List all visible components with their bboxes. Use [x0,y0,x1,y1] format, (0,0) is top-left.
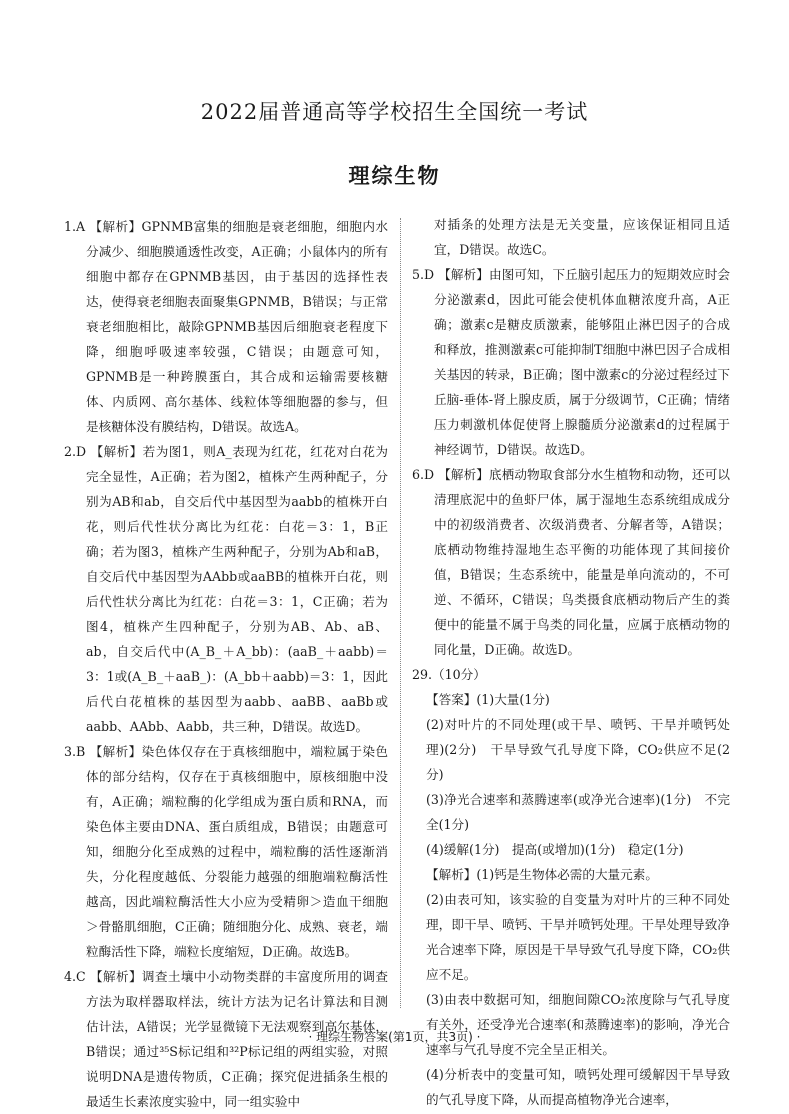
answer-text: 【解析】GPNMB富集的细胞是衰老细胞，细胞内水分减少、细胞膜通透性改变，A正确；小鼠体内的所有细胞中都存在GPNMB基因，由于基因的选择性表达，使得衰老细胞表面聚集GPNMB，B错误；与正常衰老细胞相比，敲除GPNMB基因后细胞衰老程度下降，细胞呼吸速率较强，C错误；由题意可知，GPNMB是一种跨膜蛋白，其合成和运输需要核糖体、内质网、高尔基体、线粒体等细胞器的参与，但是核糖体没有膜结构，D错误。故选A。 [86,219,388,434]
question-29-heading: 29.（10分） [412,667,486,682]
answer-number: 3.B [64,744,86,759]
answer-item-3 [64,739,388,964]
answer-number: 4.C [64,969,86,984]
answer-text: 【解析】调查土壤中小动物类群的丰富度所用的调查方法为取样器取样法，统计方法为记名计算法和目测估计法，A错误；光学显微镜下无法观察到高尔基体，B错误；通过³⁵S标记组和³²P标记组的两组实验，对照说明DNA是遗传物质，C正确；探究促进插条生根的最适生长素浓度实验中，同一组实验中 [86,969,388,1109]
q29-answer-1: 【答案】(1)大量(1分) [426,692,550,707]
page-footer: · 理综生物答案(第1页，共3页) · [308,1030,481,1044]
answer-text: 【解析】由图可知，下丘脑引起压力的短期效应时会分泌激素d，因此可能会使机体血糖浓度升高，A正确；激素c是糖皮质激素，能够阻止淋巴因子的合成和释放，推测激素c可能抑制T细胞中淋巴因子合成相关基因的转录，B正确；图中激素c的分泌过程经过下丘脑-垂体-肾上腺皮质，属于分级调节，C正确；情绪压力刺激机体促使肾上腺髓质分泌激素d的过程属于神经调节，D错误。故选D。 [434,267,730,457]
answer-item-6 [412,462,730,662]
q29-analysis-3: (3)由表中数据可知，细胞间隙CO₂浓度除与气孔导度有关外，还受净光合速率(和蒸腾速率)的影响，净光合速率与气孔导度不完全呈正相关。 [426,992,730,1057]
answer-text: 【解析】底栖动物取食部分水生植物和动物，还可以清理底泥中的鱼虾尸体，属于湿地生态系统组成成分中的初级消费者、次级消费者、分解者等，A错误；底栖动物维持湿地生态平衡的功能体现了其间接价值，B错误；生态系统中，能量是单向流动的，不可逆、不循环，C错误；鸟类摄食底栖动物后产生的粪便中的能量不属于鸟类的同化量，应属于底栖动物的同化量，D正确。故选D。 [434,467,730,657]
left-column [64,214,388,1114]
subject-title: 理综生物 [348,164,441,188]
column-divider [400,218,401,1008]
q29-analysis-1: 【解析】(1)钙是生物体必需的大量元素。 [426,867,658,882]
answer-number: 5.D [412,267,435,282]
answer-text: 【解析】若为图1，则A_表现为红花，红花对白花为完全显性，A正确；若为图2，植株产生两种配子，分别为AB和ab，自交后代中基因型为aabb的植株开白花，则后代性状分离比为红花：白花＝3：1，B正确；若为图3，植株产生两种配子，分别为Ab和aB，自交后代中基因型为AAbb或aaBB的植株开白花，则后代性状分离比为红花：白花＝3：1，C正确；若为图4，植株产生四种配子，分别为AB、Ab、aB、ab，自交后代中(A_B_＋A_bb)：(aaB_＋aabb)＝3：1或(A_B_＋aaB_)：(A_bb＋aabb)＝3：1，因此后代白花植株的基因型为aabb、aaBB、aaBb或aabb、AAbb、Aabb，共三种，D错误。故选D。 [86,444,388,734]
answer-item-2 [64,439,388,739]
answer-item-5 [412,262,730,462]
answer-number: 1.A [64,219,86,234]
q29-analysis-4: (4)分析表中的变量可知，喷钙处理可缓解因干旱导致的气孔导度下降，从而提高植物净光合速率， [426,1067,730,1107]
document-title: 2022届普通高等学校招生全国统一考试 [200,100,589,124]
answer-text: 【解析】染色体仅存在于真核细胞中，端粒属于染色体的部分结构，仅存在于真核细胞中，原核细胞中没有，A正确；端粒酶的化学组成为蛋白质和RNA，而染色体主要由DNA、蛋白质组成，B错误；由题意可知，细胞分化至成熟的过程中，端粒酶的活性逐渐消失，分化程度越低、分裂能力越强的细胞端粒酶活性越高，因此端粒酶活性大小应为受精卵＞造血干细胞＞骨骼肌细胞，C正确；随细胞分化、成熟、衰老，端粒酶活性下降，端粒长度缩短，D正确。故选B。 [86,744,388,959]
q29-answer-2: (2)对叶片的不同处理(或干旱、喷钙、干旱并喷钙处理)(2分) 干旱导致气孔导度下降，CO₂供应不足(2分) [426,717,730,782]
q29-answer-4: (4)缓解(1分) 提高(或增加)(1分) 稳定(1分) [426,842,684,857]
right-column [412,212,730,1112]
q29-answer-3: (3)净光合速率和蒸腾速率(或净光合速率)(1分) 不完全(1分) [426,792,730,832]
answer-number: 2.D [64,444,87,459]
q29-analysis-2: (2)由表可知，该实验的自变量为对叶片的三种不同处理，即干旱、喷钙、干旱并喷钙处理。干旱处理导致净光合速率下降，原因是干旱导致气孔导度下降，CO₂供应不足。 [426,892,730,982]
answer-continuation: 对插条的处理方法是无关变量，应该保证相同且适宜，D错误。故选C。 [434,217,730,257]
answer-number: 6.D [412,467,435,482]
answer-item-1 [64,214,388,439]
